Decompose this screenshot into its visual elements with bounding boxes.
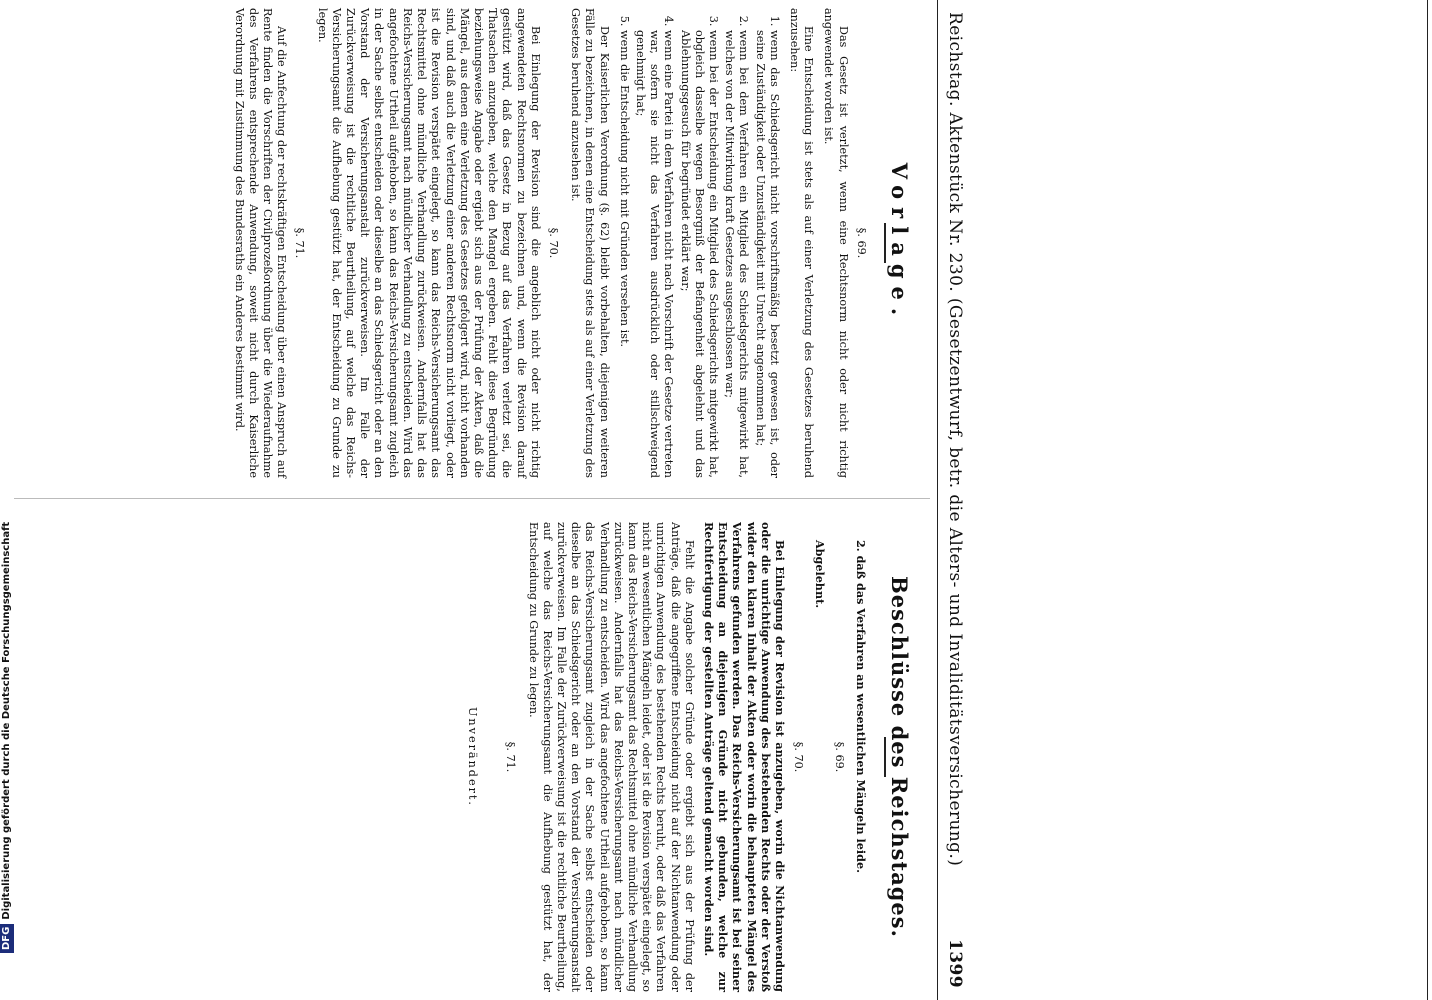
right-column-beschluesse: [461, 522, 922, 992]
section-69-heading: §. 69.: [832, 741, 846, 773]
list-item: 1. wenn das Schiedsgericht nicht vorschriftsmäßig besetzt gewesen ist, oder seine Zuständigkeit oder Unzuständigkeit mit Unrecht angenommen hat;: [752, 30, 780, 478]
funding-notice: [0, 47, 14, 953]
list-item: 5. wenn die Entscheidung nicht mit Gründen versehen ist.: [617, 30, 631, 478]
section-69-intro-2: Eine Entscheidung ist stets als auf einer Verletzung des Gesetzes beruhend anzusehen:: [787, 8, 816, 478]
section-70-heading: §. 70.: [792, 741, 806, 773]
section-71-heading: §. 71.: [504, 741, 518, 773]
section-70-text-2: Fehlt die Angabe solcher Gründe oder ergiebt sich aus der Prüfung der Anträge, daß die angegriffene Entscheidung nicht auf der Nichtanwendung oder unrichtigen Anwendung des bestehenden Rechts beruht, oder daß das Verfahren nicht an wesentlichen Mängeln leidet, oder ist die Revision verspätet eingelegt, so kann das Reichs-Versicherungsamt das Rechtsmittel ohne mündliche Verhandlung zurückweisen. Andernfalls hat das Reichs-Versicherungsamt nach mündlicher Verhandlung zu entscheiden. Wird das angefochtene Urtheil aufgehoben, so kann das Reichs-Versicherungsamt zugleich in der Sache selbst entscheiden oder dieselbe an das Schiedsgericht oder an den Vorstand der Versicherungsanstalt zurückverweisen. Im Falle der Zurückverweisung ist die rechtliche Beurtheilung, auf welche das Reichs-Versicherungsamt die Aufhebung gestützt hat, der Entscheidung zu Grunde zu legen.: [526, 522, 696, 992]
page-edge-line: [1427, 0, 1428, 1000]
header-rule: [937, 0, 938, 1000]
section-69-outro: Der Kaiserlichen Verordnung (§. 62) bleibt vorbehalten, diejenigen weiteren Fälle zu bezeichnen, in denen eine Entscheidung stets als auf einer Verletzung des Gesetzes beruhend anzusehen ist.: [569, 8, 611, 478]
list-item: 4. wenn eine Partei in dem Verfahren nicht nach Vorschrift der Gesetze vertreten war, sofern sie nicht das Verfahren ausdrücklich oder stillschweigend genehmigt hat;: [633, 30, 676, 478]
vorlage-title: Vorlage.: [887, 162, 912, 324]
title-rule: [884, 223, 886, 263]
item-2: 2. daß das Verfahren an wesentlichen Mängeln leide.: [853, 540, 868, 873]
left-column-vorlage: [225, 8, 922, 478]
section-69-intro: Das Gesetz ist verletzt, wenn eine Rechtsnorm nicht oder nicht richtig angewendet worden ist.: [822, 8, 850, 478]
section-71-heading: §. 71.: [293, 227, 307, 259]
list-item: 2. wenn bei dem Verfahren ein Mitglied des Schiedsgerichts mitgewirkt hat, welches von der Mitwirkung kraft Gesetzes ausgeschlossen war;: [722, 30, 750, 478]
funding-text: Digitalisierung gefördert durch die Deutsche Forschungsgemeinschaft: [1, 521, 12, 920]
title-rule: [884, 737, 886, 777]
section-71-text: Unverändert.: [466, 707, 480, 807]
column-divider: [0, 498, 930, 499]
section-69-list: [617, 8, 781, 478]
page-number: 1399: [945, 939, 965, 988]
section-69-heading: §. 69.: [854, 227, 868, 259]
dfg-logo-icon: DFG: [0, 924, 14, 953]
beschluesse-title: Beschlüsse des Reichstages.: [887, 576, 912, 938]
footer-strip: [0, 0, 14, 1000]
section-69-text: Abgelehnt.: [813, 540, 828, 609]
section-70-text: Bei Einlegung der Revision ist anzugeben, worin die Nichtanwendung oder die unrichtige Anwendung des bestehenden Rechts oder der Verstoß wider den klaren Inhalt der Akten oder worin die behaupteten Mängel des Verfahrens gefunden werden. Das Reichs-Versicherungsamt ist bei seiner Entscheidung an diejenigen Gründe nicht gebunden, welche zur Rechtfertigung der gestellten Anträge geltend gemacht worden sind.: [701, 522, 787, 992]
section-71-text: Auf die Anfechtung der rechtskräftigen Entscheidung über einen Anspruch auf Rente finden die Vorschriften der Civilprozeßordnung über die Wiederaufnahme des Verfahrens entsprechende Anwendung, soweit nicht durch Kaiserliche Verordnung mit Zustimmung des Bundesraths ein Anderes bestimmt wird.: [232, 8, 289, 478]
list-item: 3. wenn bei der Entscheidung ein Mitglied des Schiedsgerichts mitgewirkt hat, obgleich dasselbe wegen Besorgniß der Befangenheit abgelehnt und das Ablehnungsgesuch für begründet erklärt war;: [677, 30, 720, 478]
page-header: [941, 0, 965, 1000]
section-70-text: Bei Einlegung der Revision sind die angeblich nicht oder nicht richtig angewendeten Rechtsnormen zu bezeichnen und, wenn die Revision darauf gestützt wird, daß das Gesetz in Bezug auf das Verfahren verletzt sei, die Thatsachen anzugeben, welche den Mangel ergeben. Fehlt diese Begründung beziehungsweise Angabe oder ergiebt sich aus der Prüfung der Akten, daß die Mängel, aus denen eine Verletzung des Gesetzes gefolgert wird, nicht vorhanden sind, und daß auch die Verletzung einer anderen Rechtsnorm nicht vorliegt, oder ist die Revision verspätet eingelegt, so kann das Reichs-Versicherungsamt das Rechtsmittel ohne mündliche Verhandlung zurückweisen. Andernfalls hat das Reichs-Versicherungsamt nach mündlicher Verhandlung zu entscheiden. Wird das angefochtene Urtheil aufgehoben, so kann das Reichs-Versicherungsamt zugleich in der Sache selbst entscheiden oder dieselbe an das Schiedsgericht oder an den Vorstand der Versicherungsanstalt zurückverweisen. Im Falle der Zurückverweisung ist die rechtliche Beurtheilung, auf welche das Reichs-Versicherungsamt die Aufhebung gestützt hat, der Entscheidung zu Grunde zu legen.: [315, 8, 542, 478]
section-70-heading: §. 70.: [546, 227, 560, 259]
header-title: Reichstag. Aktenstück Nr. 230. (Gesetzentwurf, betr. die Alters- und Invaliditätsversicherung.): [945, 12, 965, 867]
